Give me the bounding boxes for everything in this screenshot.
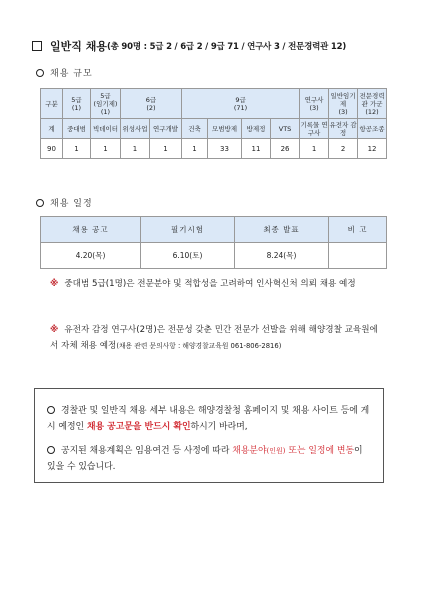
title-sub: (총 90명 : 5급 2 / 6급 2 / 9급 71 / 연구사 3 / 전문경력관 12) (106, 42, 347, 52)
note-2 (50, 322, 382, 354)
value-cell: 11 (242, 139, 271, 159)
info-box (34, 388, 384, 483)
note-text: 유전자 감정 연구사(2명)은 전문성 갖춘 민간 전문가 선발을 위해 해양경찰 교육원에서 자체 채용 예정 (50, 325, 378, 351)
info-highlight: 채용분야 (232, 446, 267, 456)
schedule-header-cell: 필기시험 (141, 217, 235, 243)
value-cell: 1 (300, 139, 329, 159)
schedule-header-cell: 최종 발표 (235, 217, 329, 243)
info-text: 공지된 채용계획은 임용여건 등 사정에 따라 (61, 446, 233, 456)
info-text: 하시기 바라며, (190, 422, 248, 432)
role-cell: 기록물 연구사 (300, 120, 328, 137)
info-highlight: 또는 일정에 변동 (285, 446, 355, 456)
value-cell: 1 (91, 139, 121, 159)
role-cell: 위성사업 (121, 119, 150, 139)
group-cell: 5급 (임기제) (1) (91, 89, 121, 119)
scale-group-row (41, 89, 387, 119)
circle-bullet-icon (36, 199, 44, 207)
section-schedule-label: 채용 일정 (50, 199, 93, 209)
info-text: 이 있을 수 있습니다. (47, 446, 363, 472)
group-cell: 5급 (1) (63, 89, 91, 119)
schedule-header-row (41, 217, 387, 243)
group-cell: 연구사 (3) (300, 89, 329, 119)
value-cell: 26 (271, 139, 300, 159)
role-cell: 건축 (182, 119, 208, 139)
schedule-value-cell: 8.24(목) (235, 243, 329, 269)
info-highlight-small: (인원) (266, 447, 286, 455)
schedule-value-cell: 6.10(토) (141, 243, 235, 269)
value-cell: 33 (208, 139, 242, 159)
role-cell: VTS (271, 119, 300, 139)
schedule-header-cell: 채용 공고 (41, 217, 141, 243)
role-cell: 항공조종 (358, 119, 387, 139)
schedule-value-cell: 4.20(목) (41, 243, 141, 269)
info-text: 경찰관 및 일반직 채용 세부 내용은 해양경찰청 홈페이지 및 채용 사이트 등에 게시 예정인 (47, 406, 370, 432)
role-cell: 유전자 감정 (329, 120, 357, 137)
group-cell: 6급 (2) (121, 89, 182, 119)
value-cell: 1 (63, 139, 91, 159)
scale-table (40, 88, 387, 159)
role-cell: 중대범 (63, 119, 91, 139)
circle-bullet-icon (47, 406, 55, 414)
schedule-value-cell (329, 243, 387, 269)
group-cell: 전문경력관 가군 (12) (358, 89, 387, 119)
value-cell: 1 (150, 139, 182, 159)
value-cell: 2 (329, 139, 358, 159)
schedule-value-row (41, 243, 387, 269)
scale-value-row (41, 139, 387, 159)
value-cell: 12 (358, 139, 387, 159)
note-text: 중대범 5급(1명)은 전문분야 및 적합성을 고려하여 인사혁신처 의뢰 채용 예정 (64, 279, 356, 289)
section-schedule-heading (36, 196, 93, 209)
note-mark: ※ (50, 279, 59, 289)
role-cell: 빅데이터 (91, 119, 121, 139)
role-cell: 방제정 (242, 119, 271, 139)
title-main: 일반직 채용 (50, 40, 107, 53)
group-cell: 일반임기제 (3) (329, 89, 358, 119)
group-cell: 9급 (71) (182, 89, 300, 119)
info-item-1 (47, 403, 373, 435)
schedule-header-cell: 비 고 (329, 217, 387, 243)
group-cell: 구분 (41, 89, 63, 119)
circle-bullet-icon (47, 446, 55, 454)
role-cell: 계 (41, 119, 63, 139)
value-cell: 1 (182, 139, 208, 159)
role-cell: 연구개발 (150, 119, 182, 139)
info-highlight: 채용 공고문을 반드시 확인 (86, 422, 191, 432)
scale-role-row (41, 119, 387, 139)
value-cell: 90 (41, 139, 63, 159)
role-cell: 모범방제 (208, 119, 242, 139)
page-title (32, 38, 346, 54)
value-cell: 1 (121, 139, 150, 159)
note-1 (50, 276, 382, 292)
info-item-2 (47, 443, 373, 475)
circle-bullet-icon (36, 69, 44, 77)
schedule-table (40, 216, 387, 269)
section-scale-label: 채용 규모 (50, 69, 93, 79)
section-scale-heading (36, 66, 93, 79)
checkbox-icon (32, 41, 42, 51)
note-contact: (채용 관련 문의사항 : 해양경찰교육원 061-806-2816) (116, 342, 282, 350)
note-mark: ※ (50, 325, 59, 335)
